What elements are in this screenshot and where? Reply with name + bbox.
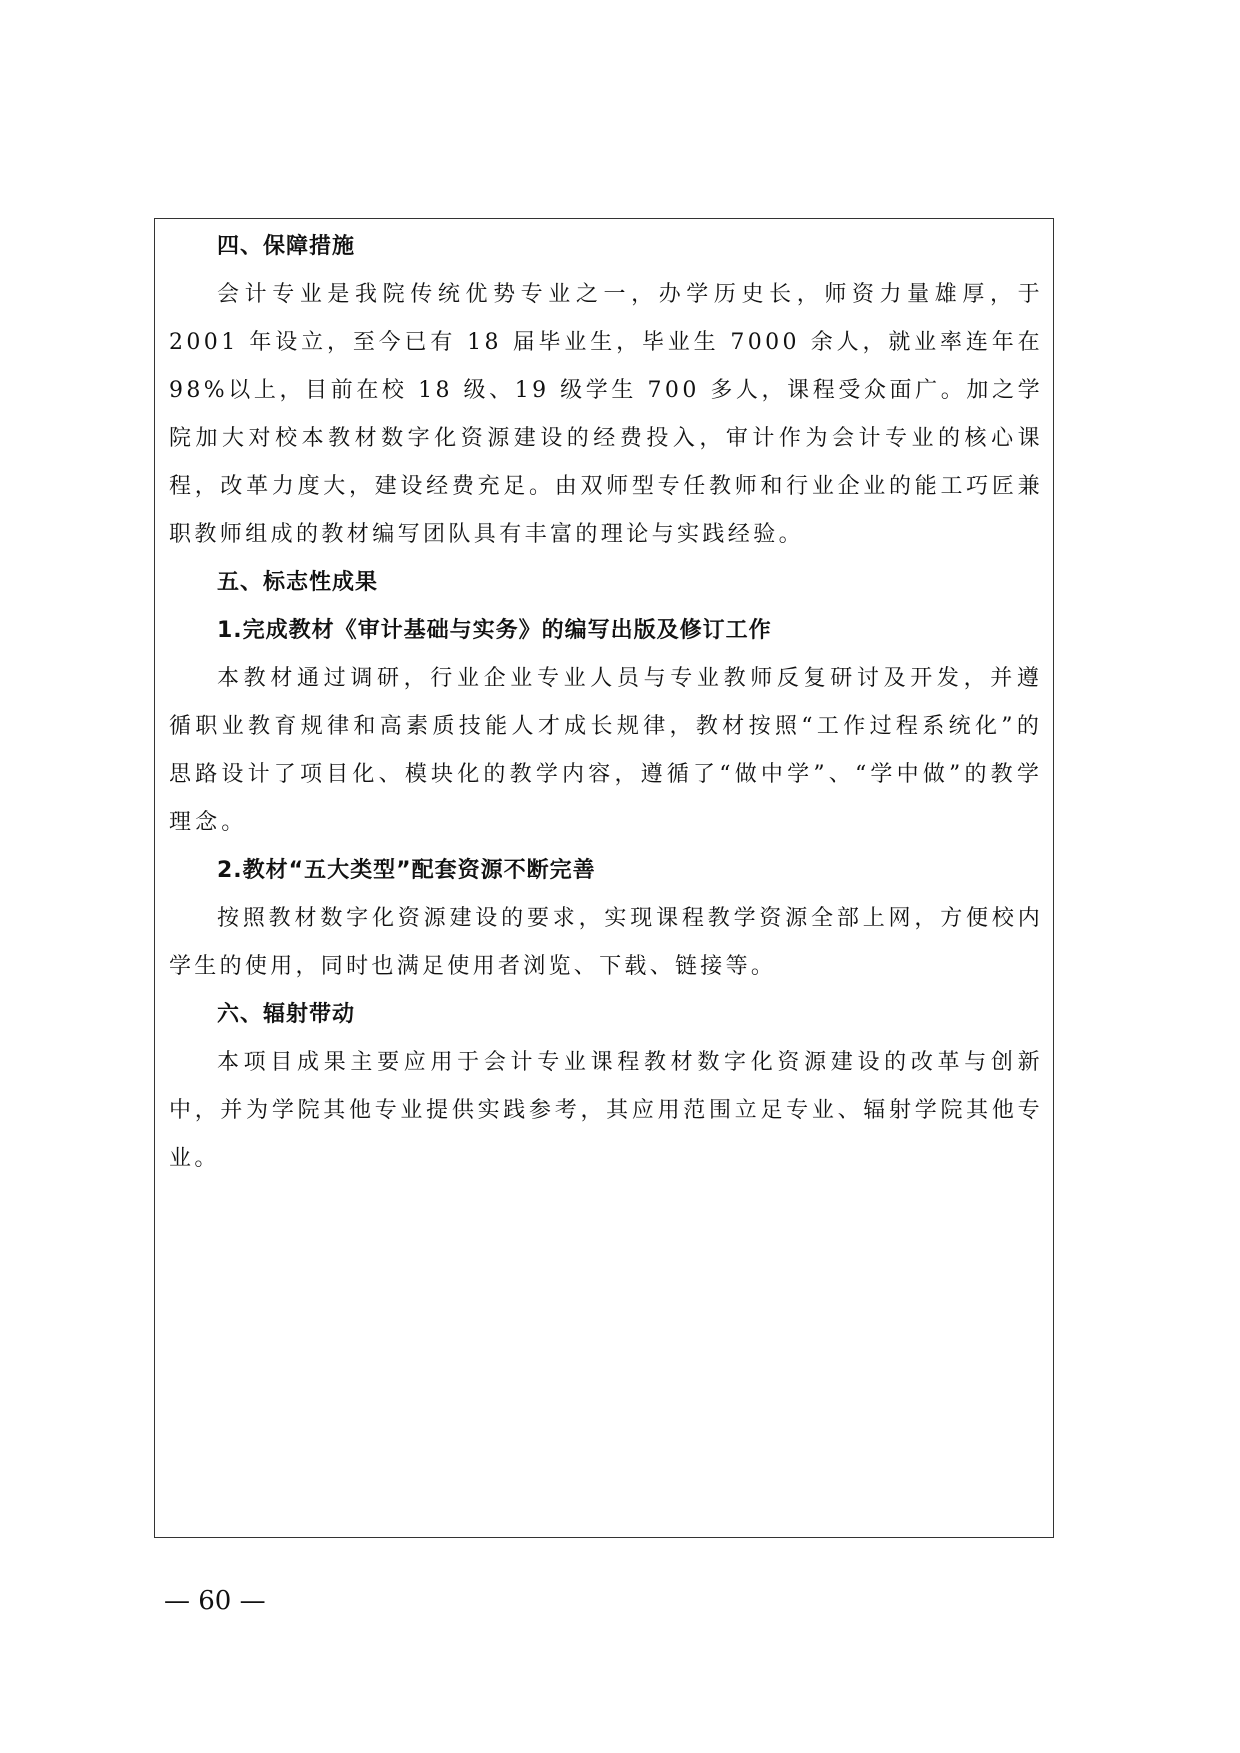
subsection-paragraph-resources: 按照教材数字化资源建设的要求，实现课程教学资源全部上网，方便校内学生的使用，同时也满足使用者浏览、下载、链接等。: [169, 906, 1043, 979]
section-heading-radiation: 六、辐射带动: [217, 1002, 356, 1027]
section-paragraph-safeguards: 会计专业是我院传统优势专业之一，办学历史长，师资力量雄厚，于 2001 年设立，至今已有 18 届毕业生，毕业生 7000 余人，就业率连年在 98%以上，目前在校 18 级、19 级学生 700 多人，课程受众面广。加之学院加大对校本教材数字化资源建设的经费投入，审计作为会计专业的核心课程，改革力度大，建设经费充足。由双师型专任教师和行业企业的能工巧匠兼职教师组成的教材编写团队具有丰富的理论与实践经验。: [169, 282, 1043, 547]
document-body: [169, 223, 1043, 1183]
page-number: — 60 —: [164, 1586, 266, 1616]
subsection-heading-textbook: 1.完成教材《审计基础与实务》的编写出版及修订工作: [217, 618, 772, 643]
subsection-heading-resources: 2.教材“五大类型”配套资源不断完善: [217, 858, 596, 883]
section-heading-safeguards: 四、保障措施: [217, 234, 356, 259]
subsection-paragraph-textbook: 本教材通过调研，行业企业专业人员与专业教师反复研讨及开发，并遵循职业教育规律和高素质技能人才成长规律，教材按照“工作过程系统化”的思路设计了项目化、模块化的教学内容，遵循了“做中学”、“学中做”的教学理念。: [169, 666, 1043, 835]
section-heading-achievements: 五、标志性成果: [217, 570, 379, 595]
section-paragraph-radiation: 本项目成果主要应用于会计专业课程教材数字化资源建设的改革与创新中，并为学院其他专业提供实践参考，其应用范围立足专业、辐射学院其他专业。: [169, 1050, 1043, 1171]
content-frame: [154, 218, 1054, 1538]
